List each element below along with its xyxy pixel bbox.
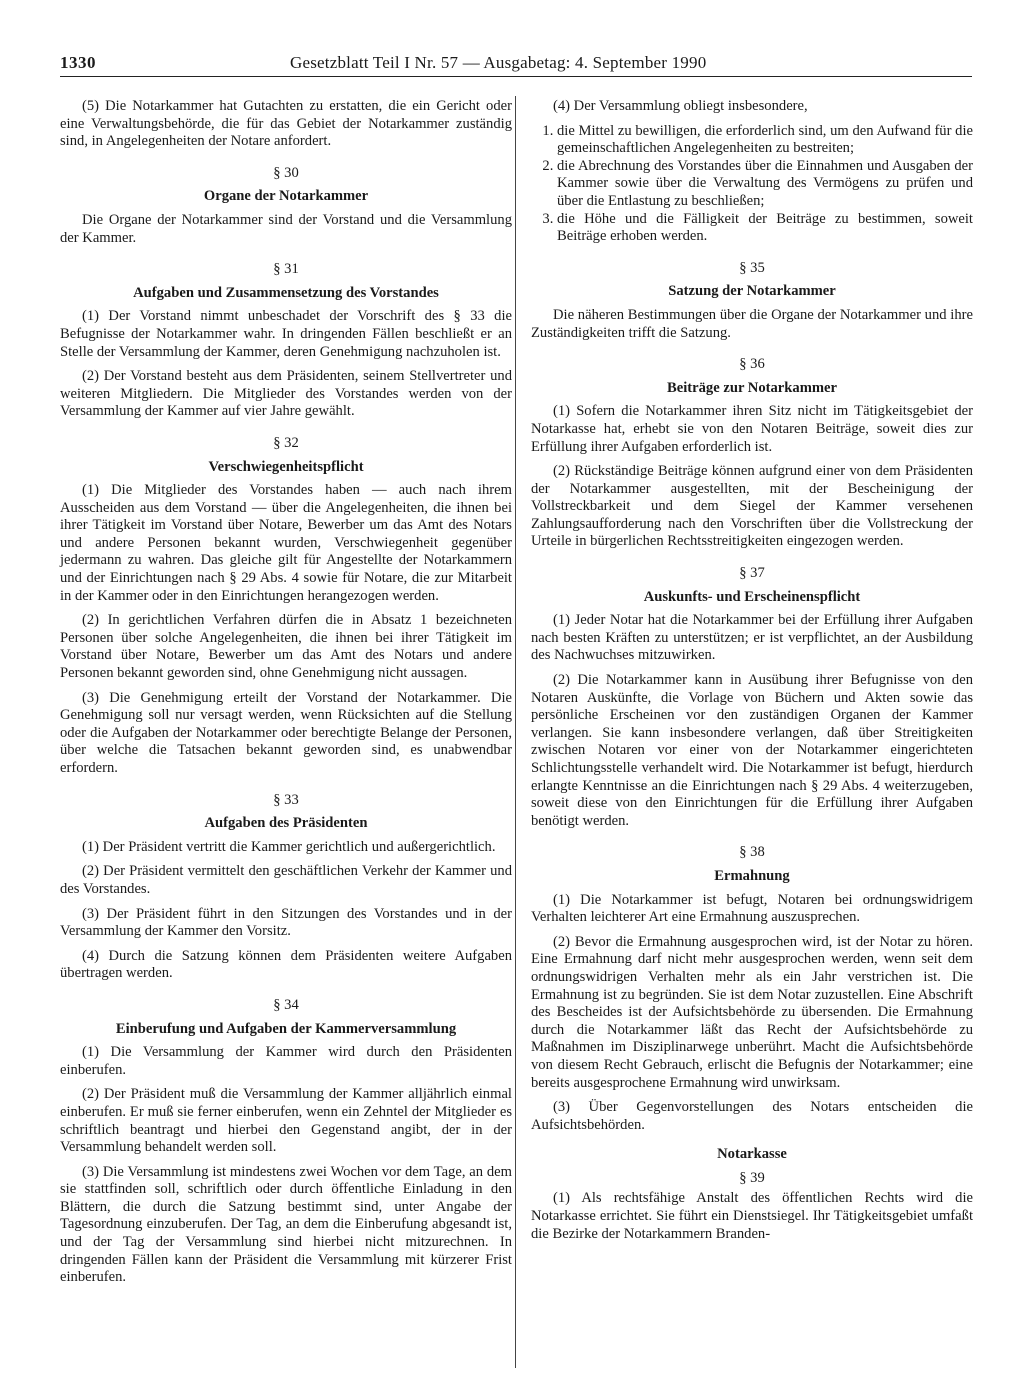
section-33-paragraph-1: (1) Der Präsident vertritt die Kammer gerichtlich und außergerichtlich. [82,838,496,855]
section-35-number: § 35 [739,259,765,276]
section-30-paragraph: Die Organe der Notarkammer sind der Vorstand und die Versammlung der Kammer. [60,211,512,246]
section-34-paragraph-3: (3) Die Versammlung ist mindestens zwei Wochen vor dem Tage, an dem sie stattfinden soll, schriftlich oder durch öffentliche Einladung in den Blättern, die durch die Satzung bestimmt sind, unter Angabe der Tagesordnung einzuberufen. Der Tag, an dem die Einberufung abgesandt ist, und der Tag der Versammlung sind hierbei nicht mitzurechnen. In dringenden Fällen kann der Präsident die Versammlung mit kürzerer Frist einberufen. [60,1163,512,1286]
section-31-paragraph-1: (1) Der Vorstand nimmt unbeschadet der Vorschrift des § 33 die Befugnisse der Notarkammer wahr. In dringenden Fällen beschließt er an Stelle der Versammlung der Kammer, deren Genehmigung nachzuholen ist. [60,308,512,360]
list-item: 1. die Mittel zu bewilligen, die erforderlich sind, um den Aufwand für die gemeinschaftlichen Angelegenheiten zu bestreiten; [557,123,973,158]
section-37-paragraph-1: (1) Jeder Notar hat die Notarkammer bei der Erfüllung ihrer Aufgaben nach besten Kräften zu unterstützen; er ist verpflichtet, an der Ausbildung des Nachwuchses mitzuwirken. [531,612,973,664]
section-34-duties-list [531,123,973,246]
section-34-paragraph-4: (4) Der Versammlung obliegt insbesondere, [553,98,808,114]
section-30-number: § 30 [273,164,299,181]
page-header [60,52,972,77]
section-38-number: § 38 [739,844,765,861]
section-37-paragraph-2: (2) Die Notarkammer kann in Ausübung ihrer Befugnisse von den Notaren Auskünfte, die Vorlage von Büchern und Akten sowie das persönliche Erscheinen vor den zuständigen Organen der Kammer verlangen. Sie kann insbesondere verlangen, daß über Streitigkeiten zwischen Notaren vor einer von der Notarkammer eingerichteten Schlichtungsstelle verhandelt wird. Die Notarkammer ist befugt, hierdurch erlangte Kenntnisse an die Einrichtungen nach § 29 Abs. 4 weiterzugeben, soweit diese von den Einrichtungen für die Erfüllung ihrer Aufgaben benötigt werden. [531,672,973,829]
page-number: 1330 [60,53,96,72]
section-32-paragraph-2: (2) In gerichtlichen Verfahren dürfen die in Absatz 1 bezeichneten Personen über solche Angelegenheiten, die ihnen bei ihrer Tätigkeit im Vorstand über Notare, Bewerber um das Amt des Notars und andere Personen bekannt geworden sind, ohne Genehmigung nicht aussagen. [60,612,512,682]
section-38-paragraph-2: (2) Bevor die Ermahnung ausgesprochen wird, ist der Notar zu hören. Eine Ermahnung darf nicht mehr ausgesprochen werden, wenn seit dem ordnungswidrigen Verhalten mehr als ein Jahr verstrichen ist. Die Ermahnung ist zu begründen. Sie ist dem Notar zuzustellen. Eine Abschrift des Bescheides ist der Aufsichtsbehörde zu übersenden. Die Ermahnung durch die Notarkammer läßt das Recht der Aufsichtsbehörde zu Maßnahmen im Disziplinarwege unberührt. Macht die Aufsichtsbehörde von diesem Recht Gebrauch, erlischt die Befugnis der Notarkammer; eine bereits ausgesprochene Ermahnung wird unwirksam. [531,933,973,1091]
section-34-paragraph-1: (1) Die Versammlung der Kammer wird durch den Präsidenten einberufen. [60,1044,512,1078]
section-33-paragraph-2: (2) Der Präsident vermittelt den geschäftlichen Verkehr der Kammer und des Vorstandes. [60,863,512,897]
section-33-paragraph-3: (3) Der Präsident führt in den Sitzungen des Vorstandes und in der Versammlung der Kammer den Vorsitz. [60,905,512,940]
section-34-title: Einberufung und Aufgaben der Kammerversammlung [115,1020,457,1037]
section-36-number: § 36 [739,356,765,373]
section-32-title: Verschwiegenheitspflicht [208,458,364,475]
gazette-issue-title: Gesetzblatt Teil I Nr. 57 — Ausgabetag: 4. September 1990 [290,53,707,72]
section-32-number: § 32 [273,434,299,451]
list-item: 2. die Abrechnung des Vorstandes über die Einnahmen und Ausgaben der Kammer sowie über die Verwaltung des Vermögens zu prüfen und über die Entlastung zu beschließen; [557,158,973,211]
list-item: 3. die Höhe und die Fälligkeit der Beiträge zu bestimmen, soweit Beiträge erhoben werden. [557,211,973,246]
section-37-number: § 37 [739,565,765,582]
section-37-title: Auskunfts- und Erscheinenspflicht [643,588,861,605]
left-column [60,98,512,1294]
right-column [531,98,973,1250]
section-39-number: § 39 [739,1169,765,1186]
section-35-paragraph: Die näheren Bestimmungen über die Organe der Notarkammer und ihre Zuständigkeiten trifft die Satzung. [531,306,973,341]
section-33-number: § 33 [273,791,299,808]
section-32-paragraph-3: (3) Die Genehmigung erteilt der Vorstand der Notarkammer. Die Genehmigung soll nur versagt werden, wenn Rücksichten auf die Stellung oder die Aufgaben der Notarkammer oder berechtigte Belange der Personen, über welche die Tatsachen bekannt geworden sind, es unabwendbar erfordern. [60,689,512,776]
section-38-paragraph-3: (3) Über Gegenvorstellungen des Notars entscheiden die Aufsichtsbehörden. [531,1099,973,1133]
section-36-paragraph-1: (1) Sofern die Notarkammer ihren Sitz nicht im Tätigkeitsgebiet der Notarkasse hat, erhebt sie von den Notaren Beiträge, soweit dies zur Erfüllung ihrer Aufgaben erforderlich ist. [531,403,973,455]
section-33-paragraph-4: (4) Durch die Satzung können dem Präsidenten weitere Aufgaben übertragen werden. [60,947,512,982]
paragraph-29-5: (5) Die Notarkammer hat Gutachten zu erstatten, die ein Gericht oder eine Verwaltungsbehörde, die für das Gebiet der Notarkammer zuständig sind, in Angelegenheiten der Notare anfordert. [60,98,512,150]
section-38-paragraph-1: (1) Die Notarkammer ist befugt, Notaren bei ordnungswidrigem Verhalten leichterer Art eine Ermahnung auszusprechen. [531,891,973,926]
section-34-number: § 34 [273,996,299,1013]
section-31-paragraph-2: (2) Der Vorstand besteht aus dem Präsidenten, seinem Stellvertreter und weiteren Mitgliedern. Die Mitglieder des Vorstandes werden von der Versammlung der Kammer auf vier Jahre gewählt. [60,368,512,420]
part-heading-notarkasse: Notarkasse [717,1146,787,1163]
section-36-paragraph-2: (2) Rückständige Beiträge können aufgrund einer von dem Präsidenten der Notarkammer ausgestellten, mit der Bescheinigung der Vollstreckbarkeit und dem Siegel der Kammer versehenen Zahlungsaufforderung nach den Vorschriften über die Vollstreckung der Urteile in bürgerlichen Rechtsstreitigkeiten eingezogen werden. [531,463,973,550]
section-35-title: Satzung der Notarkammer [668,283,836,300]
section-31-number: § 31 [273,261,299,278]
section-38-title: Ermahnung [714,867,790,884]
section-39-paragraph-1: (1) Als rechtsfähige Anstalt des öffentlichen Rechts wird die Notarkasse errichtet. Sie führt ein Dienstsiegel. Ihr Tätigkeitsgebiet umfaßt die Bezirke der Notarkammern Branden- [531,1190,973,1242]
section-33-title: Aufgaben des Präsidenten [204,815,368,832]
section-31-title: Aufgaben und Zusammensetzung des Vorstandes [133,284,439,301]
section-32-paragraph-1: (1) Die Mitglieder des Vorstandes haben — auch nach ihrem Ausscheiden aus dem Vorstand — über die Angelegenheiten, die ihnen bei ihrer Tätigkeit im Vorstand über Notare, Bewerber um das Amt des Notars und andere Personen bekannt wurden, Verschwiegenheit gegenüber jedermann zu wahren. Das gleiche gilt für Angestellte der Notarkammern und der Einrichtungen nach § 29 Abs. 4 sowie für Notare, die zur Mitarbeit in der Kammer oder in den Einrichtungen herangezogen werden. [60,482,512,604]
section-34-paragraph-2: (2) Der Präsident muß die Versammlung der Kammer alljährlich einmal einberufen. Er muß sie ferner einberufen, wenn ein Zehntel der Mitglieder es schriftlich beantragt und hierbei den Gegenstand angibt, der in der Versammlung behandelt werden soll. [60,1086,512,1156]
section-36-title: Beiträge zur Notarkammer [667,379,837,396]
section-30-title: Organe der Notarkammer [203,188,369,205]
column-divider [515,96,516,1368]
